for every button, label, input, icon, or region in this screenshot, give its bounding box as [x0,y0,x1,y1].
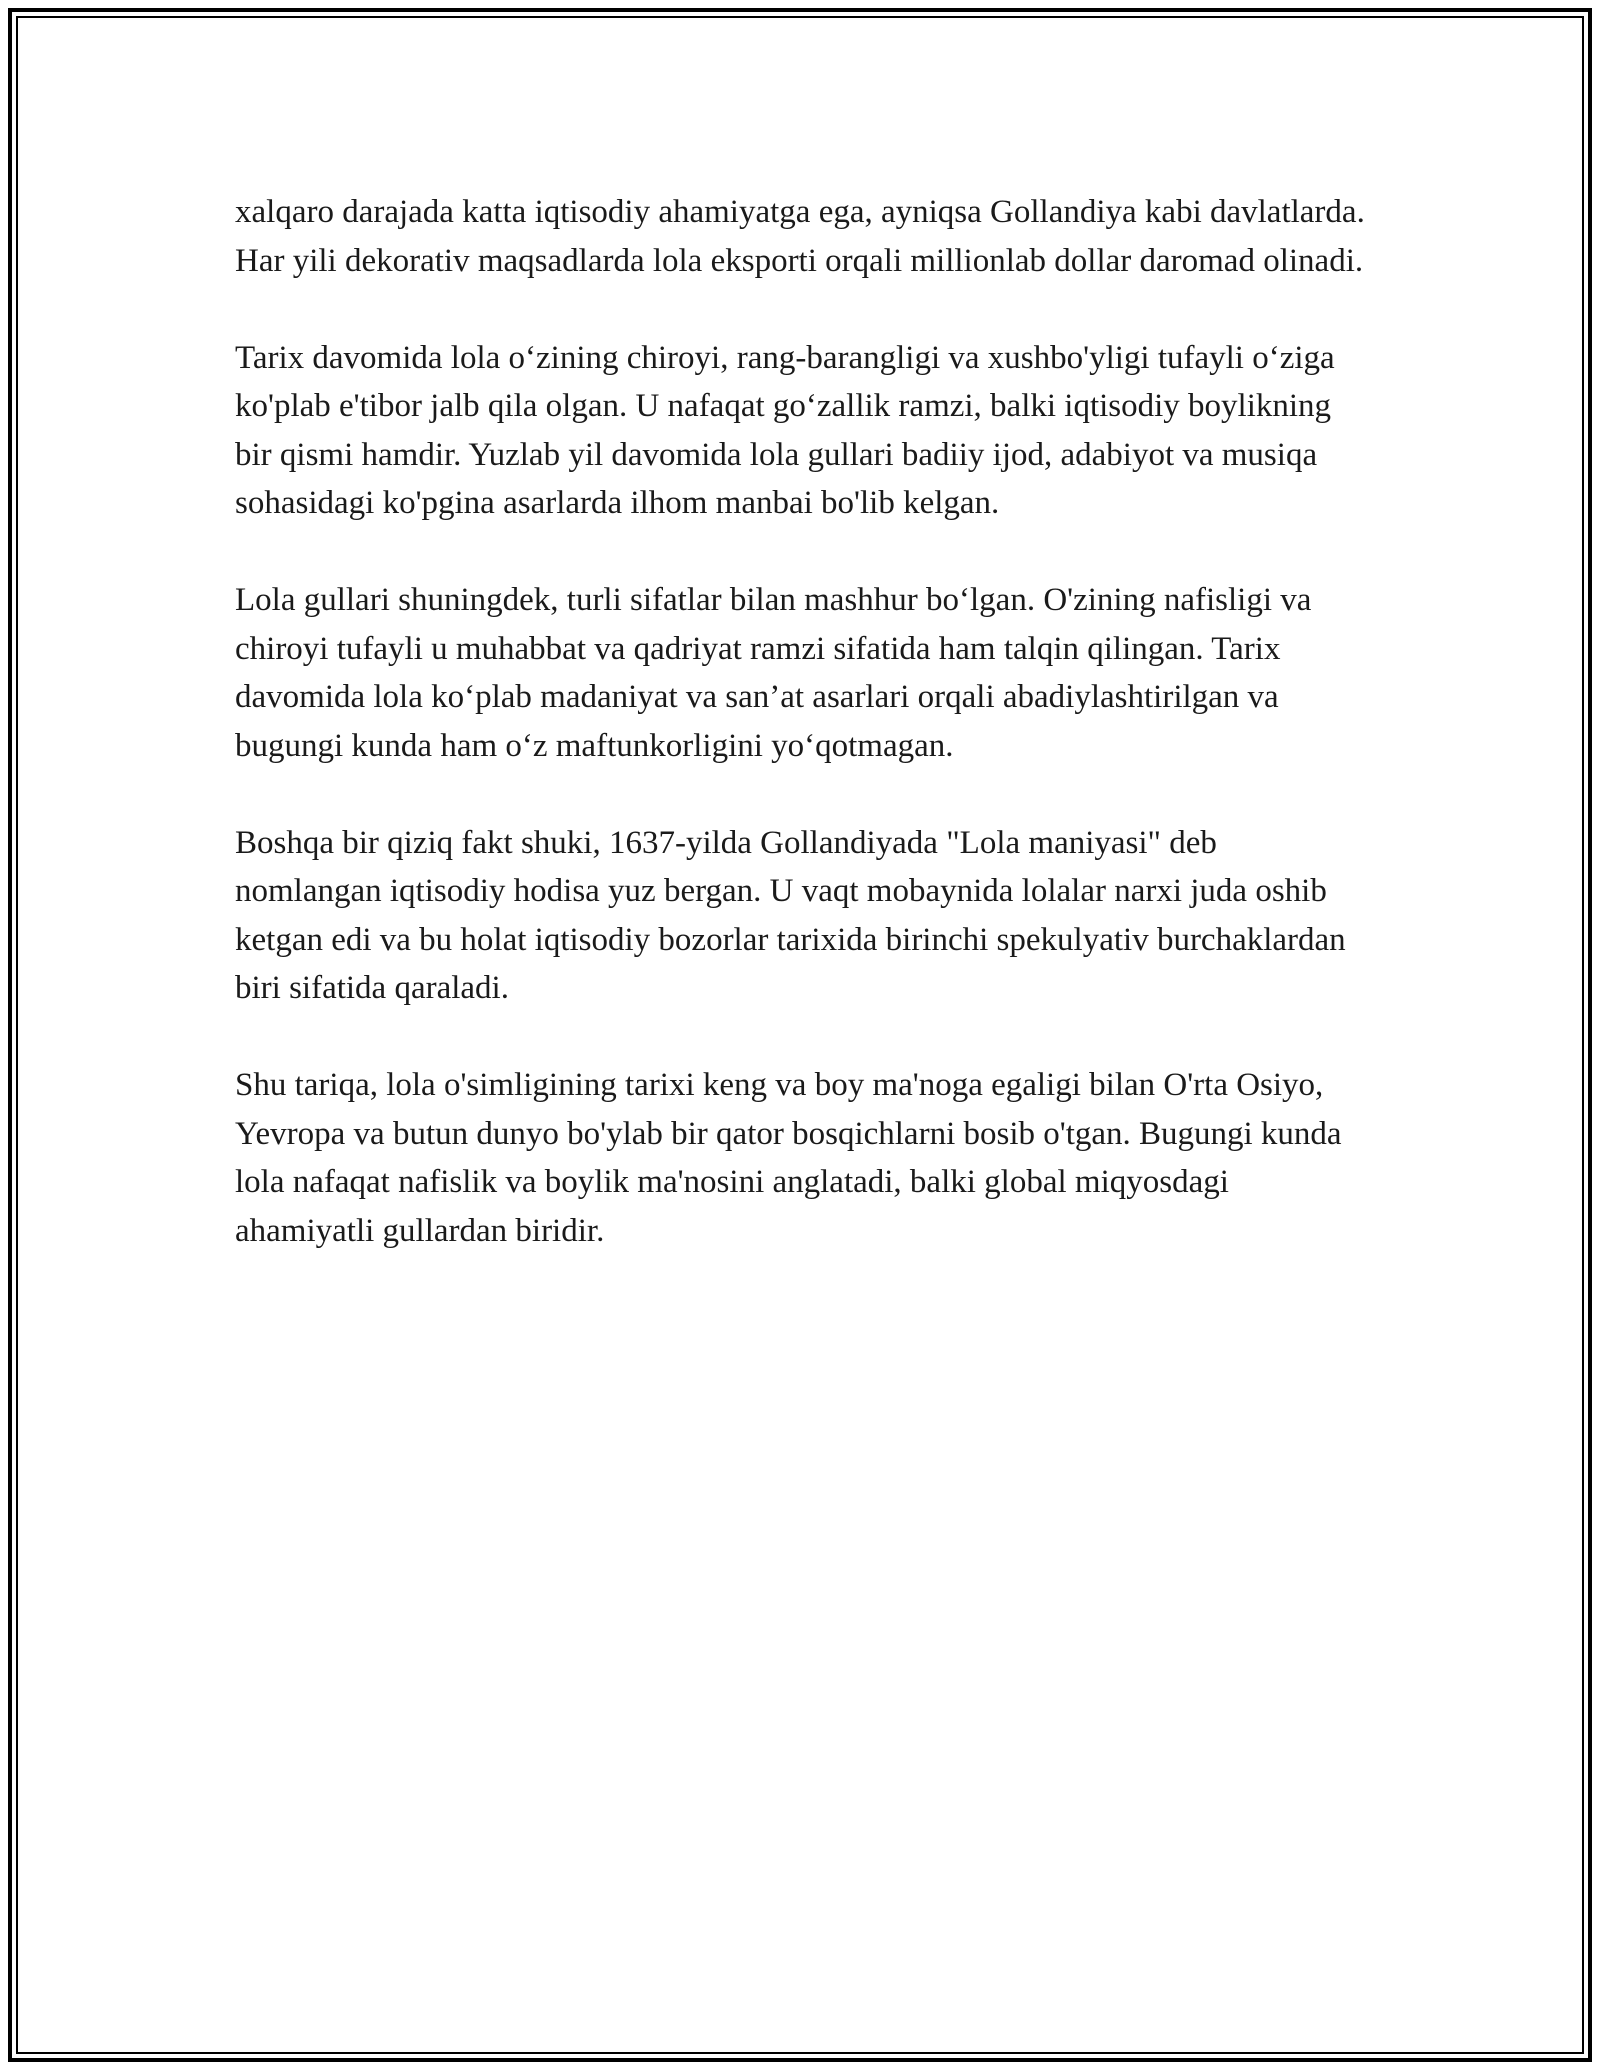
paragraph-3: Lola gullari shuningdek, turli sifatlar bilan mashhur bo‘lgan. O'zining nafisligi va chiroyi tufayli u muhabbat va qadriyat ramzi sifatida ham talqin qilingan. Tarix davomida lola ko‘plab madaniyat va san’at asarlari orqali abadiylashtirilgan va bugungi kunda ham o‘z maftunkorligini yo‘qotmagan. [235,582,1312,764]
paragraph-5: Shu tariqa, lola o'simligining tarixi keng va boy ma'noga egaligi bilan O'rta Osiyo, Yevropa va butun dunyo bo'ylab bir qator bosqichlarni bosib o'tgan. Bugungi kunda lola nafaqat nafislik va boylik ma'nosini anglatadi, balki global miqyosdagi ahamiyatli gullardan biridir. [235,1067,1342,1249]
paragraph-4: Boshqa bir qiziq fakt shuki, 1637-yilda Gollandiyada "Lola maniyasi" deb nomlangan iqtisodiy hodisa yuz bergan. U vaqt mobaynida lolalar narxi juda oshib ketgan edi va bu holat iqtisodiy bozorlar tarixida birinchi spekulyativ burchaklardan biri sifatida qaraladi. [235,824,1346,1006]
document-body [235,188,1365,1304]
paragraph-2: Tarix davomida lola o‘zining chiroyi, rang-barangligi va xushbo'yligi tufayli o‘ziga ko'plab e'tibor jalb qila olgan. U nafaqat go‘zallik ramzi, balki iqtisodiy boylikning bir qismi hamdir. Yuzlab yil davomida lola gullari badiiy ijod, adabiyot va musiqa sohasidagi ko'pgina asarlarda ilhom manbai bo'lib kelgan. [235,339,1335,521]
paragraph-1: xalqaro darajada katta iqtisodiy ahamiyatga ega, ayniqsa Gollandiya kabi davlatlarda. Har yili dekorativ maqsadlarda lola eksporti orqali millionlab dollar daromad olinadi. [235,194,1365,279]
